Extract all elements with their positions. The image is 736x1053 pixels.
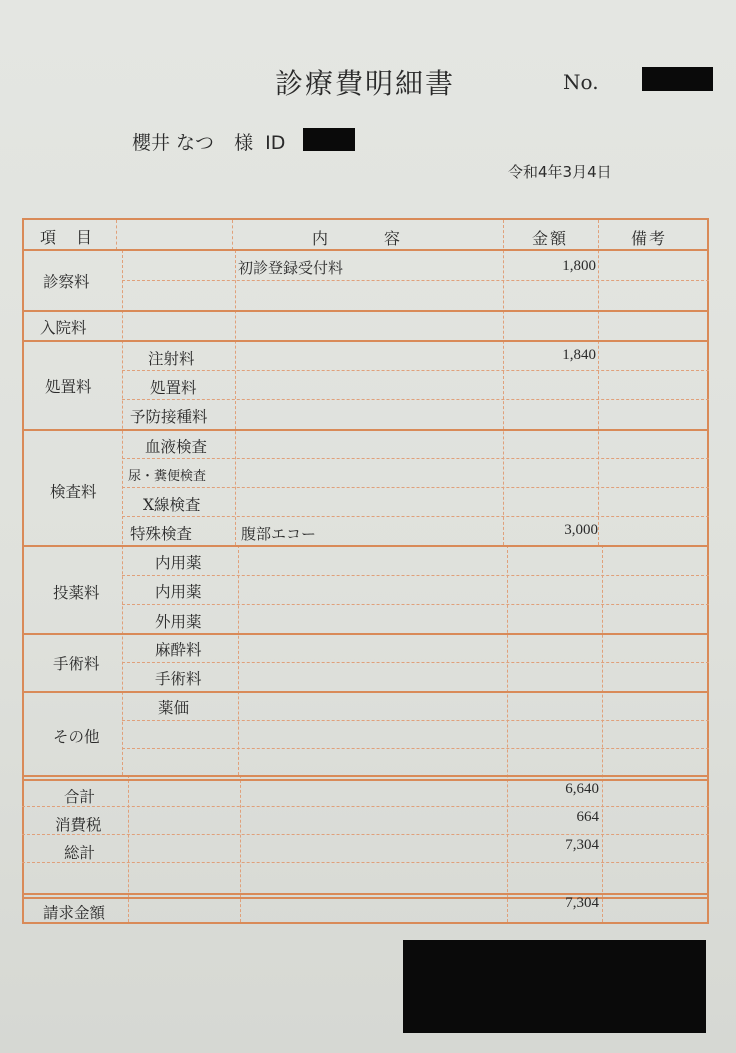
patient-line	[132, 128, 299, 155]
header-notes: 備考	[631, 229, 668, 248]
patient-name: 櫻井 なつ	[132, 132, 215, 154]
divider	[598, 220, 599, 545]
category-medication: 投薬料	[53, 584, 100, 602]
sub-anesthesia: 麻酔料	[155, 641, 202, 659]
sub-treatment: 処置料	[150, 379, 197, 397]
divider	[122, 604, 709, 605]
category-treatment: 処置料	[45, 378, 92, 396]
divider	[238, 545, 239, 775]
fee-table	[22, 218, 709, 924]
consumption-tax-label: 消費税	[55, 816, 102, 834]
redacted-patient-id	[303, 128, 355, 151]
sub-internal-medicine-2: 内用薬	[155, 583, 202, 601]
divider	[22, 862, 709, 863]
divider	[122, 575, 709, 576]
divider	[22, 775, 709, 777]
sub-urine-stool-test: 尿・糞便検査	[128, 469, 207, 484]
content-abdominal-echo: 腹部エコー	[241, 525, 317, 543]
sub-surgery: 手術料	[155, 670, 202, 688]
sub-special-test: 特殊検査	[130, 525, 193, 543]
divider	[240, 775, 241, 922]
honorific: 様	[234, 132, 254, 154]
divider	[22, 429, 709, 431]
consumption-tax-amount: 664	[576, 809, 599, 825]
divider	[22, 691, 709, 693]
grand-total-amount: 7,304	[565, 837, 599, 853]
divider	[122, 516, 709, 517]
divider	[507, 545, 508, 922]
content-initial-registration: 初診登録受付料	[238, 259, 344, 277]
redacted-stamp-area	[403, 940, 706, 1033]
divider	[232, 220, 233, 250]
divider	[122, 280, 709, 281]
divider	[122, 748, 709, 749]
sub-internal-medicine-1: 内用薬	[155, 554, 202, 572]
sub-xray: X線検査	[143, 496, 201, 514]
sub-blood-test: 血液検査	[145, 438, 208, 456]
divider	[602, 545, 603, 922]
patient-id-label: ID	[265, 132, 286, 154]
divider	[235, 250, 236, 545]
category-other: その他	[53, 728, 100, 746]
redacted-receipt-number	[642, 67, 713, 91]
divider	[503, 220, 504, 545]
divider	[122, 662, 709, 663]
amount-injection: 1,840	[562, 347, 596, 363]
divider	[122, 487, 709, 488]
subtotal-amount: 6,640	[565, 781, 599, 797]
sub-vaccination: 予防接種料	[130, 408, 208, 426]
divider	[22, 893, 709, 895]
billing-amount-label: 請求金額	[43, 904, 106, 922]
header-amount: 金額	[532, 229, 569, 248]
amount-special-test: 3,000	[564, 522, 598, 538]
category-hospitalization: 入院料	[40, 319, 87, 337]
divider	[122, 720, 709, 721]
divider	[22, 545, 709, 547]
header-content: 内 容	[312, 229, 403, 248]
grand-total-label: 総計	[64, 844, 96, 862]
issue-date: 令和4年3月4日	[508, 163, 612, 181]
divider	[22, 897, 709, 899]
document-title: 診療費明細書	[274, 67, 455, 100]
divider	[122, 250, 123, 775]
divider	[22, 779, 709, 781]
divider	[116, 220, 117, 250]
billing-amount: 7,304	[565, 895, 599, 911]
divider	[22, 834, 709, 835]
receipt-number-label: No.	[563, 70, 599, 94]
divider	[22, 310, 709, 312]
category-examination: 検査料	[50, 483, 97, 501]
header-item: 項 目	[40, 228, 95, 247]
amount-initial-registration: 1,800	[562, 258, 596, 274]
divider	[122, 399, 709, 400]
divider	[128, 775, 129, 922]
divider	[122, 370, 709, 371]
divider	[22, 340, 709, 342]
divider	[22, 633, 709, 635]
sub-drug-price: 薬価	[158, 699, 190, 717]
sub-external-medicine: 外用薬	[155, 613, 202, 631]
divider	[22, 806, 709, 807]
divider	[122, 458, 709, 459]
category-surgery: 手術料	[53, 655, 100, 673]
sub-injection: 注射料	[148, 350, 195, 368]
category-consultation: 診察料	[43, 273, 90, 291]
divider	[22, 249, 709, 251]
subtotal-label: 合計	[64, 788, 96, 806]
